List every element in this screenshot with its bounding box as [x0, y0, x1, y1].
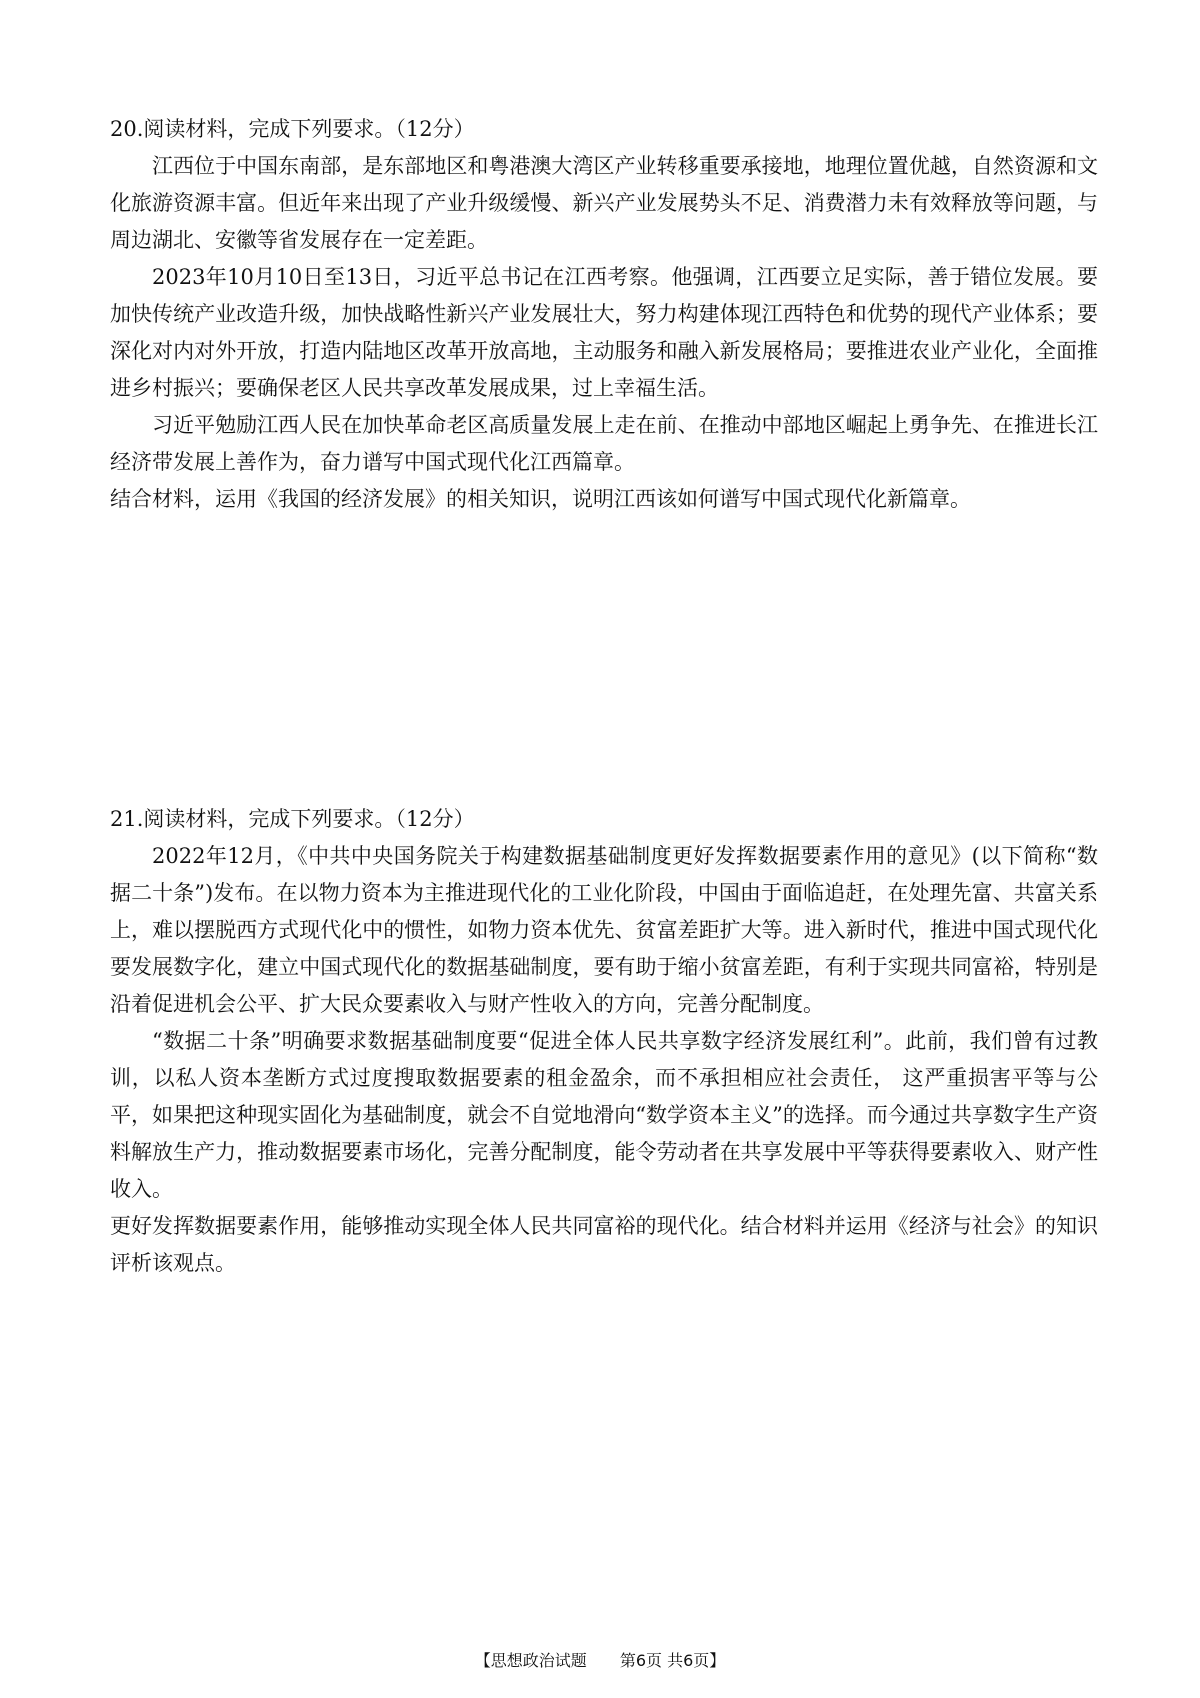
- material-paragraph: 习近平勉励江西人民在加快革命老区高质量发展上走在前、在推动中部地区崛起上勇争先、在推进长江经济带发展上善作为，奋力谱写中国式现代化江西篇章。: [110, 413, 1098, 474]
- question-20: [110, 110, 1098, 518]
- material-paragraph: “数据二十条”明确要求数据基础制度要“促进全体人民共享数字经济发展红利”。此前，我们曾有过教训，以私人资本垄断方式过度搜取数据要素的租金盈余，而不承担相应社会责任， 这严重损害平等与公平，如果把这种现实固化为基础制度，就会不自觉地滑向“数学资本主义”的选择。而今通过共享数字生产资料解放生产力，推动数据要素市场化，完善分配制度，能令劳动者在共享发展中平等获得要素收入、财产性收入。: [110, 1029, 1098, 1201]
- question-task: 更好发挥数据要素作用，能够推动实现全体人民共同富裕的现代化。结合材料并运用《经济与社会》的知识评析该观点。: [110, 1214, 1098, 1275]
- footer-subject: 【思想政治试题: [474, 1651, 587, 1670]
- page-footer: [0, 1648, 1200, 1671]
- material-paragraph: 江西位于中国东南部，是东部地区和粤港澳大湾区产业转移重要承接地，地理位置优越，自然资源和文化旅游资源丰富。但近年来出现了产业升级缓慢、新兴产业发展势头不足、消费潜力未有效释放等问题，与周边湖北、安徽等省发展存在一定差距。: [110, 154, 1098, 252]
- question-task: 结合材料，运用《我国的经济发展》的相关知识，说明江西该如何谱写中国式现代化新篇章。: [110, 487, 971, 511]
- material-paragraph: 2023年10月10日至13日，习近平总书记在江西考察。他强调，江西要立足实际，善于错位发展。要加快传统产业改造升级，加快战略性新兴产业发展壮大，努力构建体现江西特色和优势的现代产业体系；要深化对内对外开放，打造内陆地区改革开放高地，主动服务和融入新发展格局；要推进农业产业化，全面推进乡村振兴；要确保老区人民共享改革发展成果，过上幸福生活。: [110, 265, 1098, 400]
- question-21: [110, 800, 1098, 1282]
- question-title: 21.阅读材料，完成下列要求。（12分）: [110, 807, 475, 831]
- material-paragraph: 2022年12月，《中共中央国务院关于构建数据基础制度更好发挥数据要素作用的意见》(以下简称“数据二十条”)发布。在以物力资本为主推进现代化的工业化阶段，中国由于面临追赶，在处理先富、共富关系上，难以摆脱西方式现代化中的惯性，如物力资本优先、贫富差距扩大等。进入新时代，推进中国式现代化要发展数字化，建立中国式现代化的数据基础制度，要有助于缩小贫富差距，有利于实现共同富裕，特别是沿着促进机会公平、扩大民众要素收入与财产性收入的方向，完善分配制度。: [110, 844, 1098, 1016]
- footer-page-number: 第6页 共6页】: [619, 1651, 726, 1670]
- question-title: 20.阅读材料，完成下列要求。（12分）: [110, 117, 475, 141]
